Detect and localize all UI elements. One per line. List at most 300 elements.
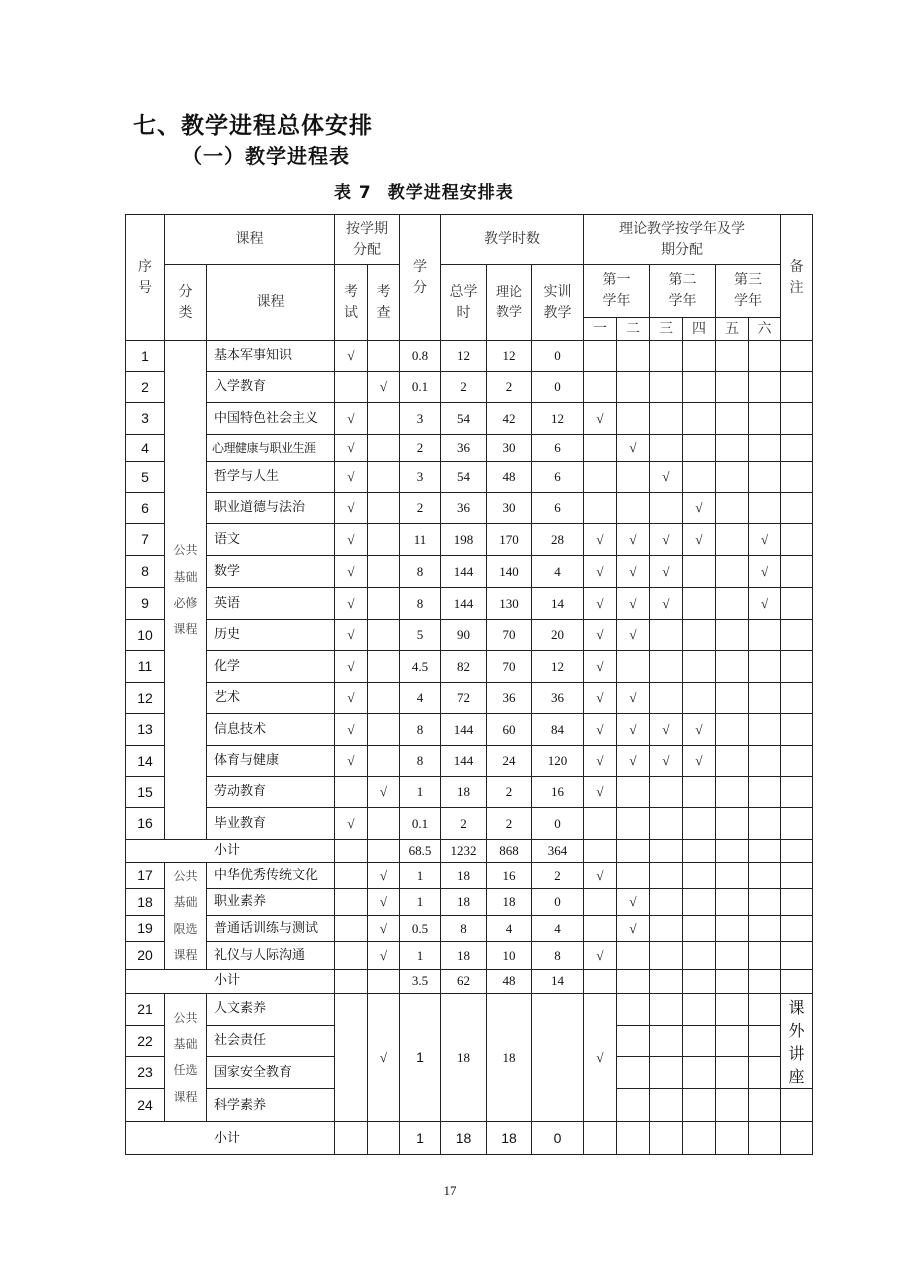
term-5-mark: [716, 915, 749, 941]
term-2-mark: √: [617, 588, 650, 620]
check-mark: [368, 462, 400, 493]
exam-mark: √: [335, 524, 368, 556]
theory-hours: 70: [487, 620, 532, 651]
practice-hours: 0: [532, 341, 584, 372]
remark-cell: [781, 714, 813, 746]
term-5-mark: [716, 435, 749, 462]
check-mark: [368, 493, 400, 524]
credit-value: 1: [400, 863, 441, 889]
exam-mark: [335, 777, 368, 808]
remark-cell: [781, 372, 813, 403]
remark-text: 课外讲座: [788, 997, 805, 1087]
term-3-mark: [650, 969, 683, 993]
section-heading: 七、教学进程总体安排: [133, 113, 373, 139]
term-1-mark: √: [584, 651, 617, 683]
exam-mark: √: [335, 462, 368, 493]
remark-cell: [781, 777, 813, 808]
term-4-mark: [683, 1122, 716, 1155]
row-number: 16: [126, 808, 165, 840]
practice-hours: 0: [532, 889, 584, 915]
term-6-mark: [749, 651, 781, 683]
practice-hours: 20: [532, 620, 584, 651]
total-hours: 12: [441, 341, 487, 372]
subtotal-label: 小计: [126, 1122, 335, 1155]
credit-value: 0.1: [400, 372, 441, 403]
subtotal-credit: 1: [400, 1122, 441, 1155]
term-3-mark: [650, 889, 683, 915]
term-5-mark: [716, 863, 749, 889]
header-remark: 备注: [781, 215, 813, 341]
practice-hours: 84: [532, 714, 584, 746]
table-row: [126, 403, 813, 435]
exam-mark: √: [335, 651, 368, 683]
term-1-mark: √: [584, 403, 617, 435]
theory-hours: 70: [487, 651, 532, 683]
header-course-group: 课程: [165, 215, 335, 265]
subsection-heading: （一）教学进程表: [182, 144, 350, 168]
term-3-mark: [650, 840, 683, 863]
total-hours: 144: [441, 588, 487, 620]
subtotal-total-hours: 62: [441, 969, 487, 993]
term-3-mark: [650, 915, 683, 941]
table-row: [126, 889, 813, 915]
row-number: 17: [126, 863, 165, 889]
header-term-6: 六: [749, 318, 781, 341]
term-6-mark: [749, 493, 781, 524]
exam-mark: [335, 889, 368, 915]
term-5-mark: [716, 993, 749, 1025]
theory-hours: 130: [487, 588, 532, 620]
term-5-mark: [716, 746, 749, 777]
term-3-mark: [650, 777, 683, 808]
header-term-3: 三: [650, 318, 683, 341]
term-4-mark: √: [683, 493, 716, 524]
header-theory: 理论教学: [487, 265, 532, 341]
term-3-mark: [650, 403, 683, 435]
remark-cell: [781, 808, 813, 840]
header-course: 课程: [207, 265, 335, 341]
remark-cell: [781, 462, 813, 493]
check-mark: [368, 588, 400, 620]
total-hours: 2: [441, 372, 487, 403]
exam-mark: √: [335, 620, 368, 651]
row-number: 19: [126, 915, 165, 941]
term-4-mark: [683, 588, 716, 620]
course-name: 毕业教育: [207, 808, 335, 840]
term-6-mark: [749, 863, 781, 889]
term-4-mark: [683, 942, 716, 969]
total-hours: 18: [441, 889, 487, 915]
term-1-mark: √: [584, 777, 617, 808]
remark-cell: [781, 620, 813, 651]
theory-hours: 18: [487, 993, 532, 1122]
theory-hours: 16: [487, 863, 532, 889]
theory-hours: 170: [487, 524, 532, 556]
term-4-mark: [683, 1025, 716, 1056]
table-row: [126, 683, 813, 714]
remark-cell: [781, 1122, 813, 1155]
course-name: 礼仪与人际沟通: [207, 942, 335, 969]
check-mark: √: [368, 863, 400, 889]
term-4-mark: [683, 341, 716, 372]
term-3-mark: [650, 620, 683, 651]
term-6-mark: [749, 1089, 781, 1122]
subtotal-practice-hours: 14: [532, 969, 584, 993]
row-number: 18: [126, 889, 165, 915]
course-name: 中华优秀传统文化: [207, 863, 335, 889]
term-3-mark: [650, 341, 683, 372]
term-1-mark: √: [584, 588, 617, 620]
row-number: 9: [126, 588, 165, 620]
term-5-mark: [716, 493, 749, 524]
practice-hours: 14: [532, 588, 584, 620]
term-5-mark: [716, 588, 749, 620]
row-number: 3: [126, 403, 165, 435]
check-mark: [368, 808, 400, 840]
credit-value: 0.8: [400, 341, 441, 372]
term-6-mark: [749, 840, 781, 863]
row-number: 8: [126, 556, 165, 588]
row-number: 23: [126, 1057, 165, 1089]
exam-mark: √: [335, 808, 368, 840]
term-2-mark: [617, 840, 650, 863]
row-number: 11: [126, 651, 165, 683]
subtotal-row: [126, 1122, 813, 1155]
course-name: 艺术: [207, 683, 335, 714]
check-mark: [368, 435, 400, 462]
credit-value: 3: [400, 462, 441, 493]
term-5-mark: [716, 808, 749, 840]
term-6-mark: [749, 808, 781, 840]
credit-value: 1: [400, 889, 441, 915]
term-6-mark: [749, 341, 781, 372]
course-name: 化学: [207, 651, 335, 683]
remark-cell: [781, 524, 813, 556]
term-4-mark: √: [683, 524, 716, 556]
header-seq: 序号: [126, 215, 165, 341]
header-term-1: 一: [584, 318, 617, 341]
row-number: 12: [126, 683, 165, 714]
total-hours: 144: [441, 714, 487, 746]
exam-mark: √: [335, 493, 368, 524]
practice-hours: [532, 993, 584, 1122]
table-row: [126, 942, 813, 969]
header-assess-group: 按学期分配: [335, 215, 400, 265]
table-row: [126, 863, 813, 889]
check-mark: [368, 651, 400, 683]
term-2-mark: [617, 462, 650, 493]
table-row: [126, 993, 813, 1025]
row-number: 20: [126, 942, 165, 969]
exam-mark: √: [335, 556, 368, 588]
remark-cell: [781, 588, 813, 620]
term-2-mark: [617, 942, 650, 969]
category-cell: [165, 993, 207, 1122]
term-6-mark: [749, 889, 781, 915]
subtotal-total-hours: 1232: [441, 840, 487, 863]
term-3-mark: [650, 435, 683, 462]
header-exam: 考试: [335, 265, 368, 341]
term-5-mark: [716, 1025, 749, 1056]
total-hours: 36: [441, 435, 487, 462]
course-name: 体育与健康: [207, 746, 335, 777]
check-mark: √: [368, 915, 400, 941]
term-6-mark: [749, 372, 781, 403]
exam-mark: [335, 969, 368, 993]
term-6-mark: [749, 714, 781, 746]
term-2-mark: √: [617, 746, 650, 777]
total-hours: 18: [441, 942, 487, 969]
course-name: 心理健康与职业生涯: [207, 435, 335, 462]
term-1-mark: [584, 341, 617, 372]
term-6-mark: √: [749, 556, 781, 588]
term-5-mark: [716, 1089, 749, 1122]
term-4-mark: [683, 993, 716, 1025]
table-caption-title: 教学进程安排表: [387, 183, 514, 203]
table-row: [126, 435, 813, 462]
term-5-mark: [716, 651, 749, 683]
page-number: 17: [443, 1183, 457, 1198]
term-1-mark: √: [584, 942, 617, 969]
table-row: [126, 620, 813, 651]
remark-cell: [781, 942, 813, 969]
subtotal-practice-hours: 0: [532, 1122, 584, 1155]
practice-hours: 28: [532, 524, 584, 556]
term-1-mark: √: [584, 683, 617, 714]
check-mark: [368, 683, 400, 714]
theory-hours: 18: [487, 889, 532, 915]
check-mark: √: [368, 993, 400, 1122]
total-hours: 18: [441, 993, 487, 1122]
row-number: 1: [126, 341, 165, 372]
total-hours: 2: [441, 808, 487, 840]
term-5-mark: [716, 777, 749, 808]
theory-hours: 10: [487, 942, 532, 969]
subtotal-credit: 3.5: [400, 969, 441, 993]
remark-cell: [781, 746, 813, 777]
course-name: 语文: [207, 524, 335, 556]
term-3-mark: [650, 493, 683, 524]
row-number: 5: [126, 462, 165, 493]
check-mark: [368, 840, 400, 863]
table-caption-label: 表 7: [334, 183, 372, 203]
term-3-mark: [650, 993, 683, 1025]
theory-hours: 42: [487, 403, 532, 435]
term-3-mark: [650, 942, 683, 969]
term-2-mark: √: [617, 889, 650, 915]
course-name: 普通话训练与测试: [207, 915, 335, 941]
course-name: 数学: [207, 556, 335, 588]
term-5-mark: [716, 1122, 749, 1155]
course-name: 信息技术: [207, 714, 335, 746]
term-6-mark: [749, 462, 781, 493]
practice-hours: 0: [532, 808, 584, 840]
subtotal-total-hours: 18: [441, 1122, 487, 1155]
table-row: [126, 493, 813, 524]
remark-cell: [781, 840, 813, 863]
course-name: 哲学与人生: [207, 462, 335, 493]
term-4-mark: [683, 1089, 716, 1122]
table-row: [126, 556, 813, 588]
credit-value: 4: [400, 683, 441, 714]
term-2-mark: √: [617, 524, 650, 556]
term-1-mark: √: [584, 620, 617, 651]
term-6-mark: [749, 993, 781, 1025]
header-credit: 学分: [400, 215, 441, 341]
remark-cell: [781, 435, 813, 462]
check-mark: [368, 556, 400, 588]
term-1-mark: [584, 889, 617, 915]
practice-hours: 8: [532, 942, 584, 969]
credit-value: 1: [400, 942, 441, 969]
remark-cell: [781, 1089, 813, 1122]
total-hours: 54: [441, 462, 487, 493]
term-4-mark: [683, 620, 716, 651]
practice-hours: 4: [532, 556, 584, 588]
check-mark: √: [368, 889, 400, 915]
term-4-mark: [683, 462, 716, 493]
total-hours: 18: [441, 777, 487, 808]
total-hours: 144: [441, 746, 487, 777]
check-mark: [368, 969, 400, 993]
header-total-hours: 总学时: [441, 265, 487, 341]
theory-hours: 30: [487, 435, 532, 462]
term-4-mark: [683, 1057, 716, 1089]
exam-mark: √: [335, 403, 368, 435]
row-number: 24: [126, 1089, 165, 1122]
term-4-mark: [683, 683, 716, 714]
theory-hours: 48: [487, 462, 532, 493]
term-1-mark: [584, 915, 617, 941]
term-2-mark: √: [617, 714, 650, 746]
credit-value: 1: [400, 993, 441, 1122]
exam-mark: [335, 840, 368, 863]
exam-mark: [335, 863, 368, 889]
credit-value: 1: [400, 777, 441, 808]
term-3-mark: √: [650, 462, 683, 493]
course-name: 历史: [207, 620, 335, 651]
term-2-mark: [617, 1089, 650, 1122]
term-5-mark: [716, 840, 749, 863]
row-number: 22: [126, 1025, 165, 1056]
total-hours: 144: [441, 556, 487, 588]
term-6-mark: [749, 746, 781, 777]
row-number: 14: [126, 746, 165, 777]
term-1-mark: [584, 1122, 617, 1155]
term-4-mark: [683, 863, 716, 889]
remark-cell: [781, 889, 813, 915]
table-row: [126, 651, 813, 683]
term-1-mark: [584, 840, 617, 863]
term-5-mark: [716, 372, 749, 403]
term-4-mark: [683, 403, 716, 435]
header-year1: 第一学年: [584, 265, 650, 318]
table-row: [126, 714, 813, 746]
term-6-mark: [749, 435, 781, 462]
row-number: 10: [126, 620, 165, 651]
table-row: [126, 372, 813, 403]
term-2-mark: [617, 993, 650, 1025]
term-2-mark: √: [617, 915, 650, 941]
course-name: 中国特色社会主义: [207, 403, 335, 435]
exam-mark: [335, 993, 368, 1122]
term-4-mark: [683, 840, 716, 863]
practice-hours: 16: [532, 777, 584, 808]
term-2-mark: √: [617, 556, 650, 588]
category-label: 公共基础任选课程: [173, 1010, 198, 1104]
row-number: 4: [126, 435, 165, 462]
subtotal-theory-hours: 18: [487, 1122, 532, 1155]
term-2-mark: [617, 372, 650, 403]
header-year3: 第三学年: [716, 265, 781, 318]
term-2-mark: √: [617, 435, 650, 462]
term-6-mark: √: [749, 524, 781, 556]
term-2-mark: [617, 777, 650, 808]
practice-hours: 4: [532, 915, 584, 941]
course-name: 劳动教育: [207, 777, 335, 808]
term-3-mark: √: [650, 556, 683, 588]
total-hours: 18: [441, 863, 487, 889]
term-3-mark: [650, 1089, 683, 1122]
term-1-mark: √: [584, 746, 617, 777]
practice-hours: 12: [532, 651, 584, 683]
header-category: 分类: [165, 265, 207, 341]
check-mark: √: [368, 942, 400, 969]
credit-value: 5: [400, 620, 441, 651]
term-2-mark: [617, 863, 650, 889]
term-1-mark: √: [584, 714, 617, 746]
course-name: 入学教育: [207, 372, 335, 403]
check-mark: [368, 403, 400, 435]
course-name: 国家安全教育: [207, 1057, 335, 1089]
remark-cell: [781, 651, 813, 683]
theory-hours: 2: [487, 808, 532, 840]
exam-mark: [335, 942, 368, 969]
header-dist-group: 理论教学按学年及学期分配: [584, 215, 781, 265]
credit-value: 11: [400, 524, 441, 556]
exam-mark: √: [335, 435, 368, 462]
credit-value: 4.5: [400, 651, 441, 683]
row-number: 13: [126, 714, 165, 746]
check-mark: [368, 524, 400, 556]
term-6-mark: [749, 942, 781, 969]
term-5-mark: [716, 620, 749, 651]
term-1-mark: √: [584, 993, 617, 1122]
term-6-mark: [749, 777, 781, 808]
subtotal-credit: 68.5: [400, 840, 441, 863]
term-1-mark: [584, 435, 617, 462]
header-term-4: 四: [683, 318, 716, 341]
remark-cell: [781, 969, 813, 993]
table-row: [126, 462, 813, 493]
theory-hours: 2: [487, 777, 532, 808]
term-4-mark: [683, 808, 716, 840]
term-3-mark: [650, 1025, 683, 1056]
subtotal-label: 小计: [126, 840, 335, 863]
course-name: 职业道德与法治: [207, 493, 335, 524]
remark-cell: [781, 403, 813, 435]
term-3-mark: [650, 1057, 683, 1089]
term-2-mark: √: [617, 683, 650, 714]
term-6-mark: √: [749, 588, 781, 620]
term-2-mark: [617, 969, 650, 993]
term-2-mark: √: [617, 620, 650, 651]
table-row: [126, 746, 813, 777]
total-hours: 82: [441, 651, 487, 683]
header-practice: 实训教学: [532, 265, 584, 341]
header-hours-group: 教学时数: [441, 215, 584, 265]
theory-hours: 4: [487, 915, 532, 941]
